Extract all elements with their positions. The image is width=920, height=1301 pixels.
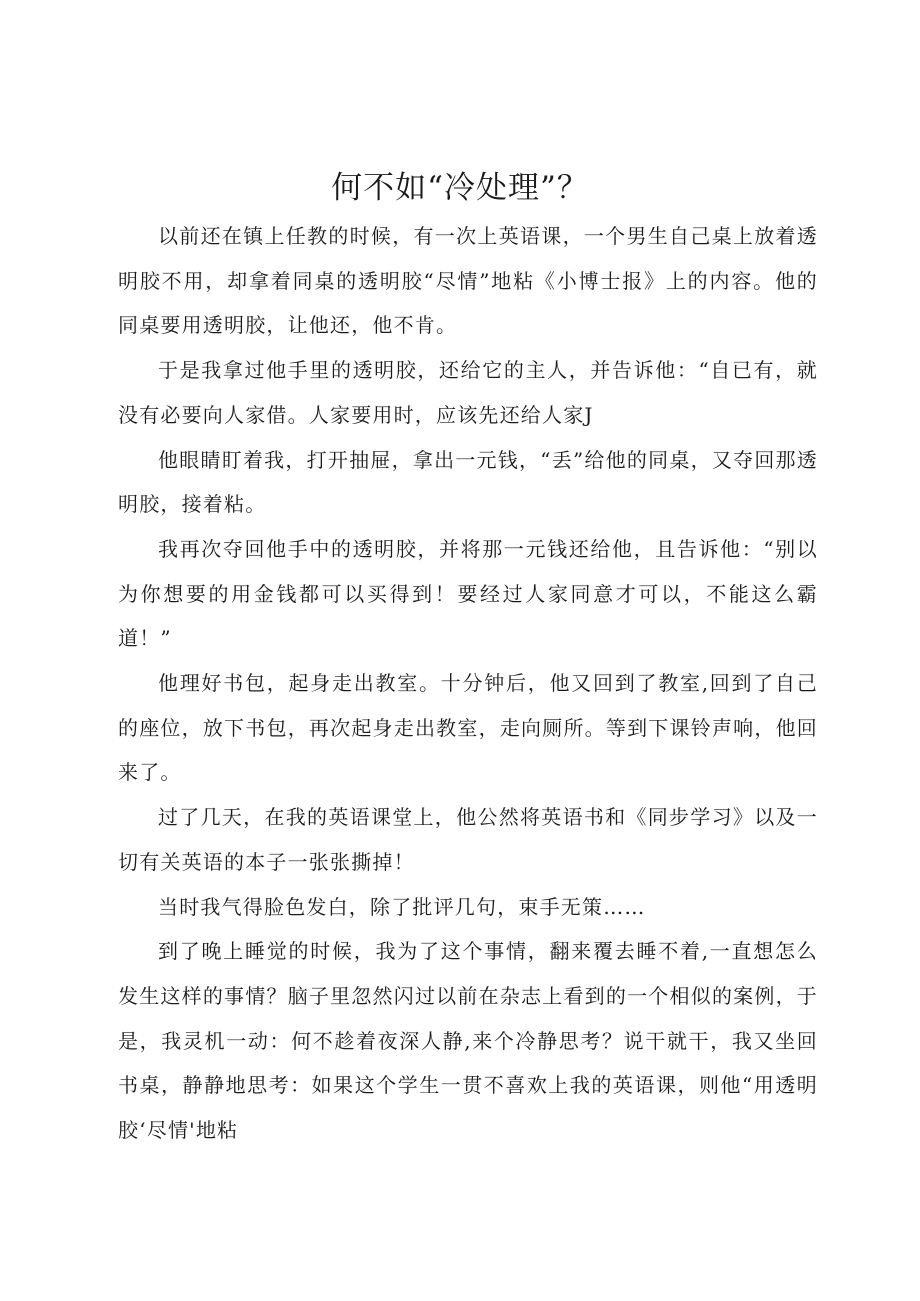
document-title: 何不如“冷处理”？ xyxy=(331,170,589,206)
paragraph-8: 到了晚上睡觉的时候，我为了这个事情，翻来覆去睡不着,一直想怎么发生这样的事情？脑子里忽然闪过以前在杂志上看到的一个相似的案例，于是，我灵机一动：何不趁着夜深人静,来个冷静思考？说干就干，我又坐回书桌，静静地思考：如果这个学生一贯不喜欢上我的英语课，则他“用透明胶‘尽情'地粘 xyxy=(118,939,818,1143)
paragraph-6: 过了几天，在我的英语课堂上，他公然将英语书和《同步学习》以及一切有关英语的本子一张张撕掉！ xyxy=(118,805,818,874)
paragraph-5: 他理好书包，起身走出教室。十分钟后，他又回到了教室,回到了自己的座位，放下书包，再次起身走出教室，走向厕所。等到下课铃声响，他回来了。 xyxy=(118,671,818,785)
document-body xyxy=(118,214,818,1153)
paragraph-3: 他眼睛盯着我，打开抽屉，拿出一元钱，“丢”给他的同桌，又夺回那透明胶，接着粘。 xyxy=(118,447,818,517)
paragraph-2: 于是我拿过他手里的透明胶，还给它的主人，并告诉他：“自已有，就没有必要向人家借。人家要用时，应该先还给人家J xyxy=(118,358,818,427)
paragraph-1: 以前还在镇上任教的时候，有一次上英语课，一个男生自己桌上放着透明胶不用，却拿着同桌的透明胶“尽情”地粘《小博士报》上的内容。他的同桌要用透明胶，让他还，他不肯。 xyxy=(118,224,818,338)
paragraph-7: 当时我气得脸色发白，除了批评几句，束手无策…… xyxy=(158,894,646,919)
paragraph-4: 我再次夺回他手中的透明胶，并将那一元钱还给他，且告诉他：“别以为你想要的用金钱都可以买得到！要经过人家同意才可以，不能这么霸道！” xyxy=(118,536,818,651)
